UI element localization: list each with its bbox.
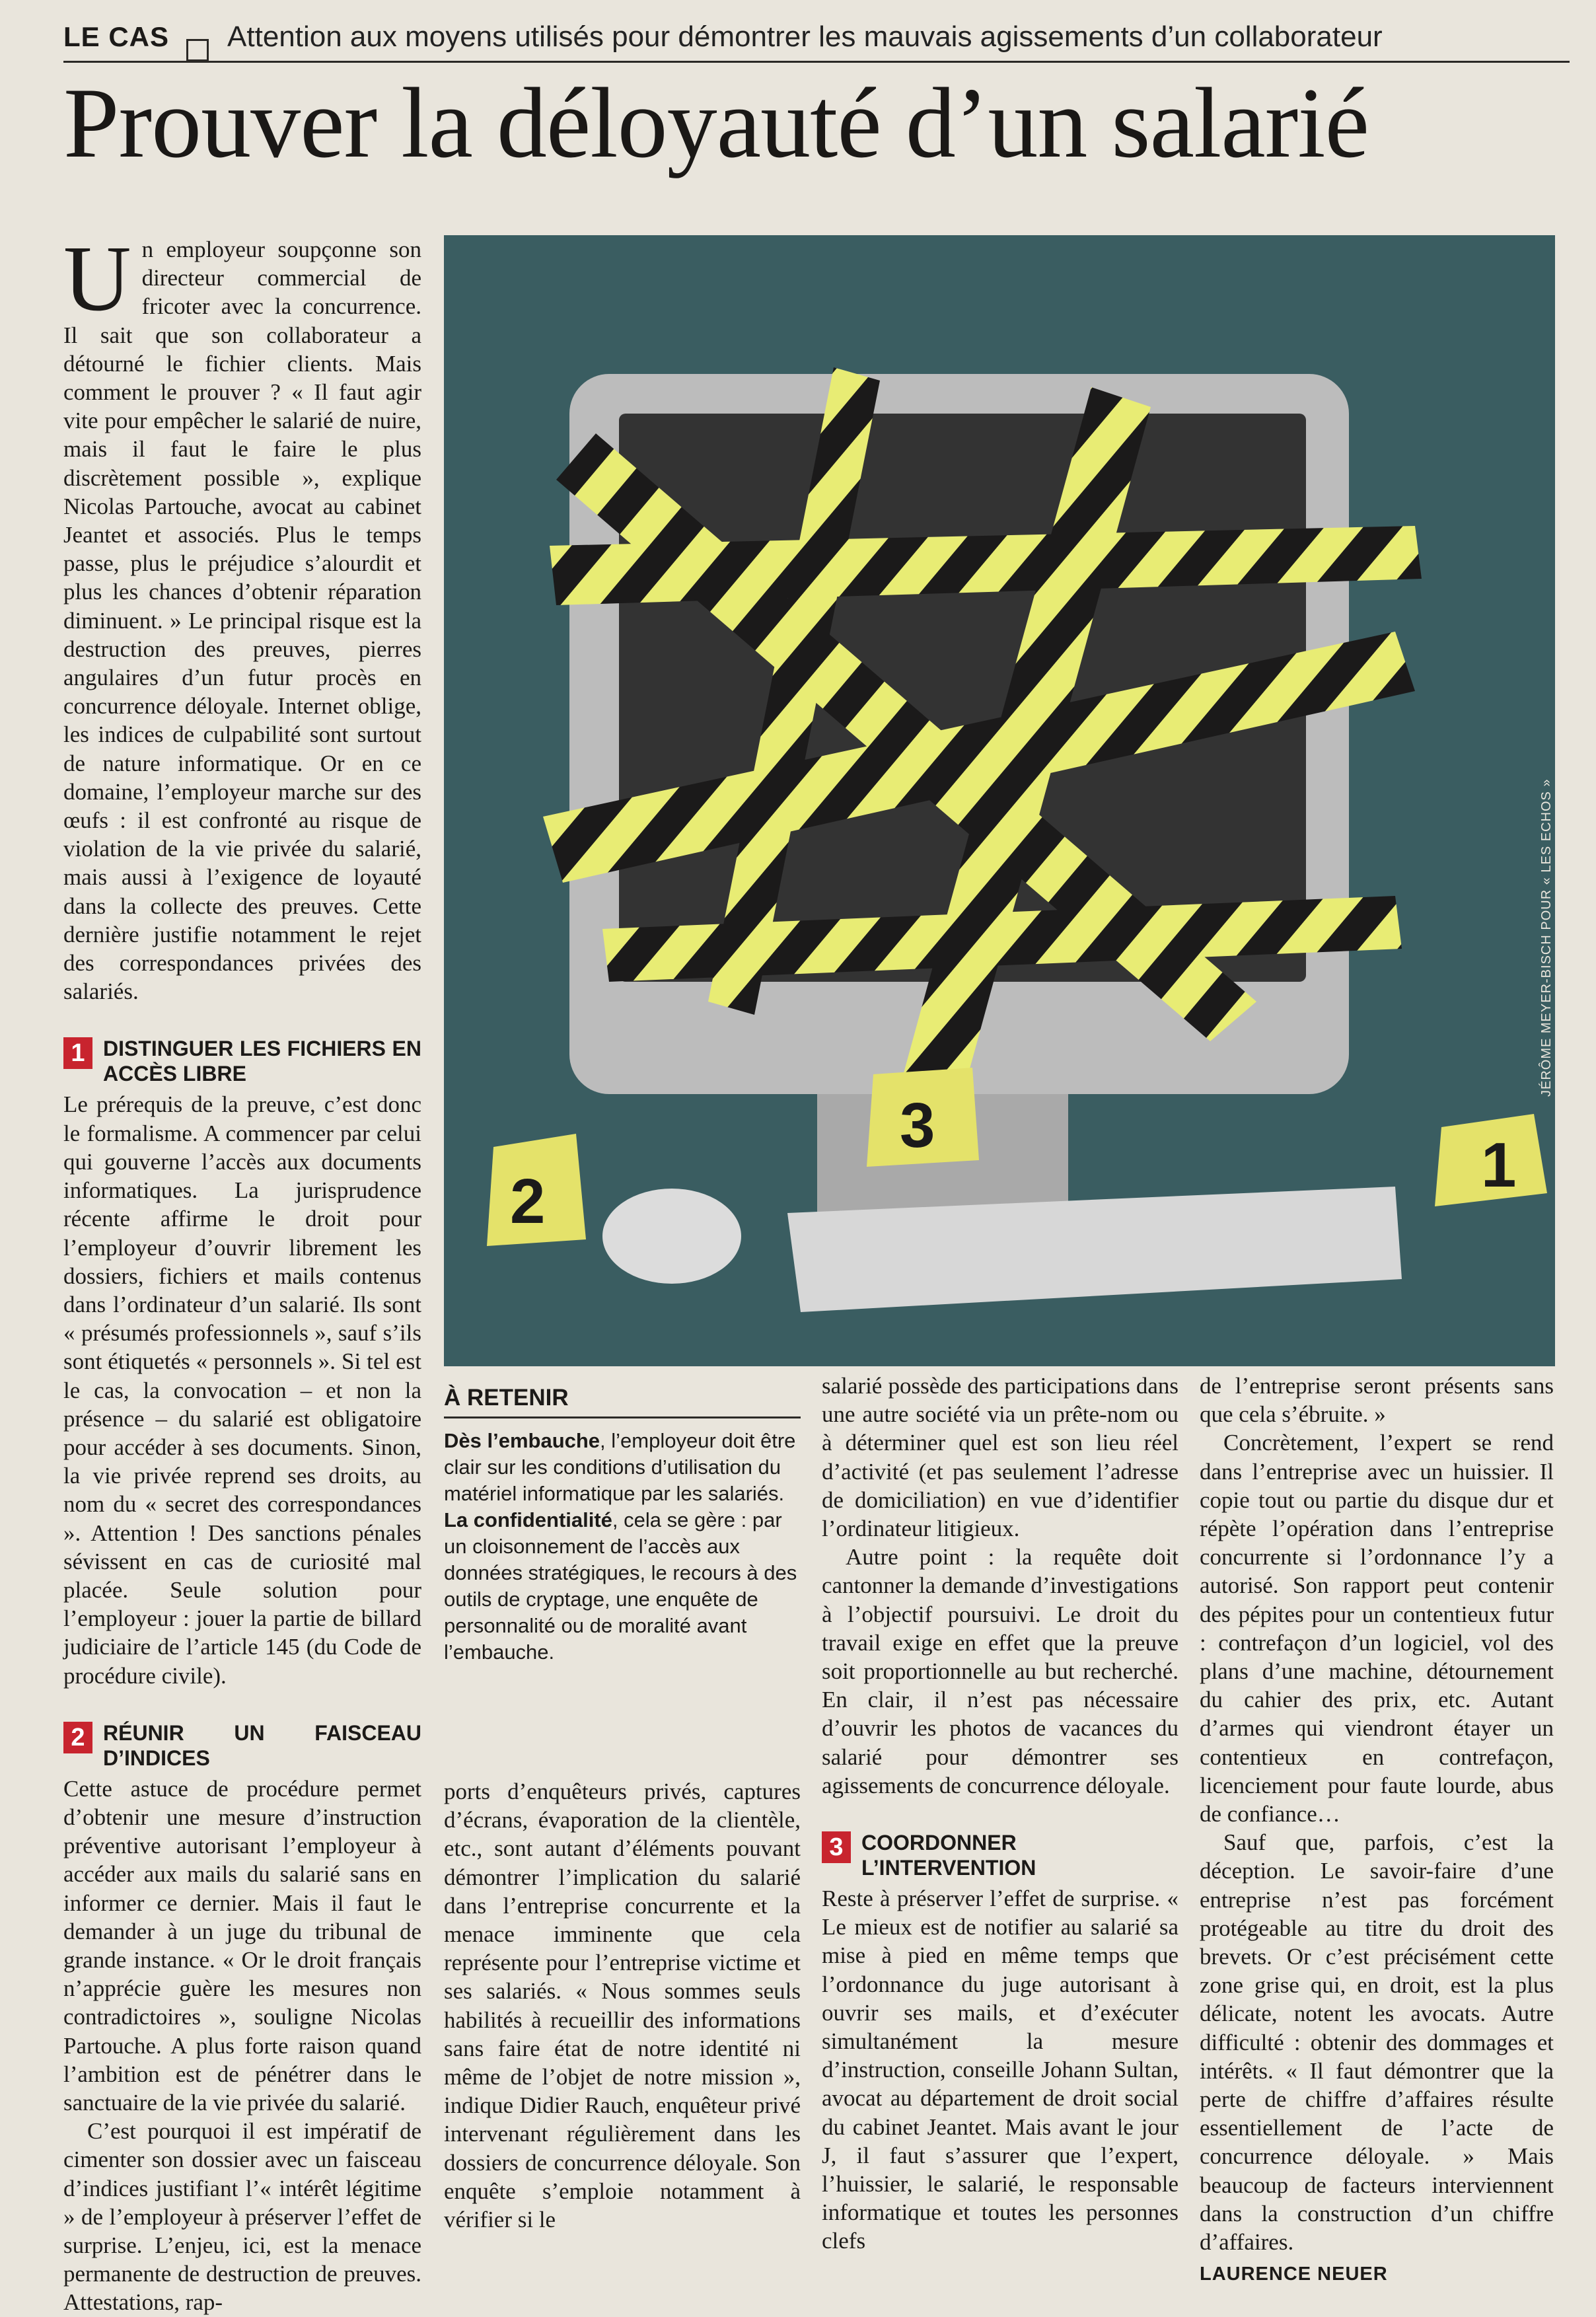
illustration-credit: JÉRÔME MEYER-BISCH POUR « LES ECHOS »	[1539, 778, 1554, 1097]
column-2	[444, 1777, 801, 2234]
section-1-text: Le prérequis de la preuve, c’est donc le formalisme. A commencer par celui qui gouverne l’accès aux documents informatiques. La jurisprudence récente affirme le droit pour l’employeur d’ouvrir librement les dossiers, fichiers et mails contenus dans l’ordinateur d’un salarié. Ils sont « présumés professionnels », sauf s’ils sont étiquetés « personnels ». Si tel est le cas, la convocation – et non la présence – du salarié est obligatoire pour accéder à ses documents. Sinon, la vie privée reprend ses droits, au nom du « secret des correspondances ». Attention ! Des sanctions pénales sévissent en cas de curiosité mal placée. Seule solution pour l’employeur : jouer la partie de billard judiciaire de l’article 145 (du Code de procédure civile).	[63, 1091, 421, 1689]
intro-paragraph	[63, 226, 421, 1006]
a-retenir-item-1-text: , l’employeur doit être clair sur les conditions d’utilisation du matériel informatique par les salariés.	[444, 1429, 796, 1505]
evidence-marker-1-label: 1	[1481, 1130, 1517, 1200]
column-3-paragraph-3: Reste à préserver l’effet de surprise. « Le mieux est de notifier au salarié sa mise à pied en même temps que l’ordonnance du juge autorisant à ouvrir ses mails, et d’exécuter simultanément la mesure d’instruction, conseille Johann Sultan, avocat au département de droit social du cabinet Jeantet. Mais avant le jour J, il faut s’assurer que l’expert, l’huissier, le salarié, le responsable informatique et toutes les personnes clefs	[822, 1886, 1179, 2254]
section-3-heading	[822, 1830, 1179, 1880]
section-1-number: 1	[63, 1037, 92, 1069]
illustration	[444, 235, 1555, 1366]
mouse	[602, 1189, 741, 1284]
a-retenir-item-1-lead: Dès l’embauche	[444, 1429, 600, 1452]
a-retenir-item-2-text: , cela se gère : par un cloisonnement de l’accès aux données stratégiques, le recours à des outils de cryptage, une enquête de personnalité ou de moralité avant l’embauche.	[444, 1508, 797, 1664]
section-3-number: 3	[822, 1831, 851, 1863]
evidence-marker-2-label: 2	[510, 1166, 546, 1237]
column-3-paragraph-1: salarié possède des participations dans une autre société via un prête-nom ou à déterminer quel est son lieu réel d’activité (et pas seulement l’adresse de domiciliation) en vue d’identifier l’ordinateur litigieux.	[822, 1373, 1179, 1542]
a-retenir-title: À RETENIR	[444, 1385, 801, 1418]
section-2-title: RÉUNIR UN FAISCEAU D’INDICES	[103, 1720, 421, 1770]
column-3-paragraph-2: Autre point : la requête doit cantonner la demande d’investigations à l’objectif poursuivi. Le droit du travail exige en effet que la preuve soit proportionnelle au but recherché. En clair, il n’est pas nécessaire d’ouvrir les photos de vacances du salarié pour démontrer ses agissements de concurrence déloyale.	[822, 1544, 1179, 1798]
intro-text: n employeur soupçonne son directeur commercial de fricoter avec la concurrence. Il sait que son collaborateur a détourné le fichier clients. Mais comment le prouver ? « Il faut agir vite pour empêcher le salarié de nuire, mais il faut le faire le plus discrètement possible », explique Nicolas Partouche, avocat au cabinet Jeantet et associés. Plus le temps passe, plus le préjudice s’alourdit et plus les chances d’obtenir réparation diminuent. » Le principal risque est la destruction des preuves, pierres angulaires d’un futur procès en concurrence déloyale. Internet oblige, les indices de culpabilité sont surtout de nature informatique. Or en ce domaine, l’employeur marche sur des œufs : il est confronté au risque de violation de la vie privée du salarié, mais aussi à l’exigence de loyauté dans la collecte des preuves. Cette dernière justifie notamment le rejet des correspondances privées des salariés.	[63, 237, 421, 1005]
column-4-paragraph-1: de l’entreprise seront présents sans que cela s’ébruite. »	[1200, 1373, 1554, 1428]
rubric-box-icon	[186, 39, 209, 61]
section-2-paragraph-1: Cette astuce de procédure permet d’obtenir une mesure d’instruction préventive autorisant l’employeur à accéder aux mails du salarié sans en informer ce dernier. Mais il faut le demander à un juge du tribunal de grande instance. « Or le droit français n’apprécie guère les mesures non contradictoires », souligne Nicolas Partouche. A plus forte raison quand l’ambition est de pénétrer dans le sanctuaire de la vie privée du salarié.	[63, 1775, 421, 2115]
article-title: Prouver la déloyauté d’un salarié	[63, 67, 1369, 178]
section-2-paragraph-2: C’est pourquoi il est impératif de cimenter son dossier avec un faisceau d’indices justifiant l’« intérêt légitime » de l’employeur à préserver l’effet de surprise. L’enjeu, ici, est la menace permanente de destruction de preuves. Attestations, rap-	[63, 2118, 421, 2316]
kicker-bar	[63, 13, 1570, 63]
dropcap: U	[63, 226, 131, 330]
evidence-marker-3	[867, 1068, 979, 1167]
section-1-title: DISTINGUER LES FICHIERS EN ACCÈS LIBRE	[103, 1037, 421, 1086]
evidence-marker-2	[487, 1134, 586, 1246]
kicker-text: Attention aux moyens utilisés pour démontrer les mauvais agissements d’un collaborateur	[227, 20, 1383, 53]
rubric-label: LE CAS	[63, 21, 170, 52]
a-retenir-item-1	[444, 1428, 801, 1507]
evidence-marker-1	[1435, 1114, 1547, 1206]
section-2-heading	[63, 1720, 421, 1771]
column-4-paragraph-3: Sauf que, parfois, c’est la déception. Le savoir-faire d’une entreprise n’est pas forcément protégeable au titre du droit des brevets. Or c’est précisément cette zone grise qui, en droit, est la plus délicate, notent les avocats. Autre difficulté : obtenir des dommages et intérêts. « Il faut démontrer que la perte de chiffre d’affaires résulte essentiellement de l’acte de concurrence déloyale. » Mais beaucoup de facteurs interviennent dans la construction d’un chiffre d’affaires.	[1200, 1829, 1554, 2256]
evidence-marker-3-label: 3	[900, 1090, 935, 1161]
computer-crime-scene-illustration	[444, 235, 1555, 1366]
section-1-heading	[63, 1036, 421, 1086]
column-3	[822, 1372, 1179, 2256]
column-4	[1200, 1372, 1554, 2289]
section-2-number: 2	[63, 1722, 92, 1753]
a-retenir-item-2-lead: La confidentialité	[444, 1508, 612, 1531]
column-2-text: ports d’enquêteurs privés, captures d’écrans, évaporation de la clientèle, etc., sont autant d’éléments pouvant démontrer l’implication du salarié dans l’entreprise concurrente et la menace imminente que cela représente pour l’entreprise victime et ses salariés. « Nous sommes seuls habilités à recueillir des informations sans faire état de notre identité ni même de l’objet de notre mission », indique Didier Rauch, enquêteur privé intervenant régulièrement dans les dossiers de concurrence déloyale. Son enquête s’emploie notamment à vérifier si le	[444, 1779, 801, 2233]
column-1	[63, 226, 421, 2317]
a-retenir-item-2	[444, 1507, 801, 1666]
section-3-title: COORDONNER L’INTERVENTION	[861, 1831, 1036, 1880]
author-signature: LAURENCE NEUER	[1200, 2263, 1388, 2285]
a-retenir-box	[444, 1385, 801, 1666]
column-4-paragraph-2: Concrètement, l’expert se rend dans l’entreprise avec un huissier. Il copie tout ou partie du disque dur et répète l’opération dans l’entreprise concurrente si l’ordonnance l’y a autorisé. Son rapport peut contenir des pépites pour un contentieux futur : contrefaçon d’un logiciel, vol des plans d’une machine, détournement du cahier des prix, etc. Autant d’armes qui viendront étayer un contentieux en contrefaçon, licenciement pour faute lourde, abus de confiance…	[1200, 1430, 1554, 1827]
